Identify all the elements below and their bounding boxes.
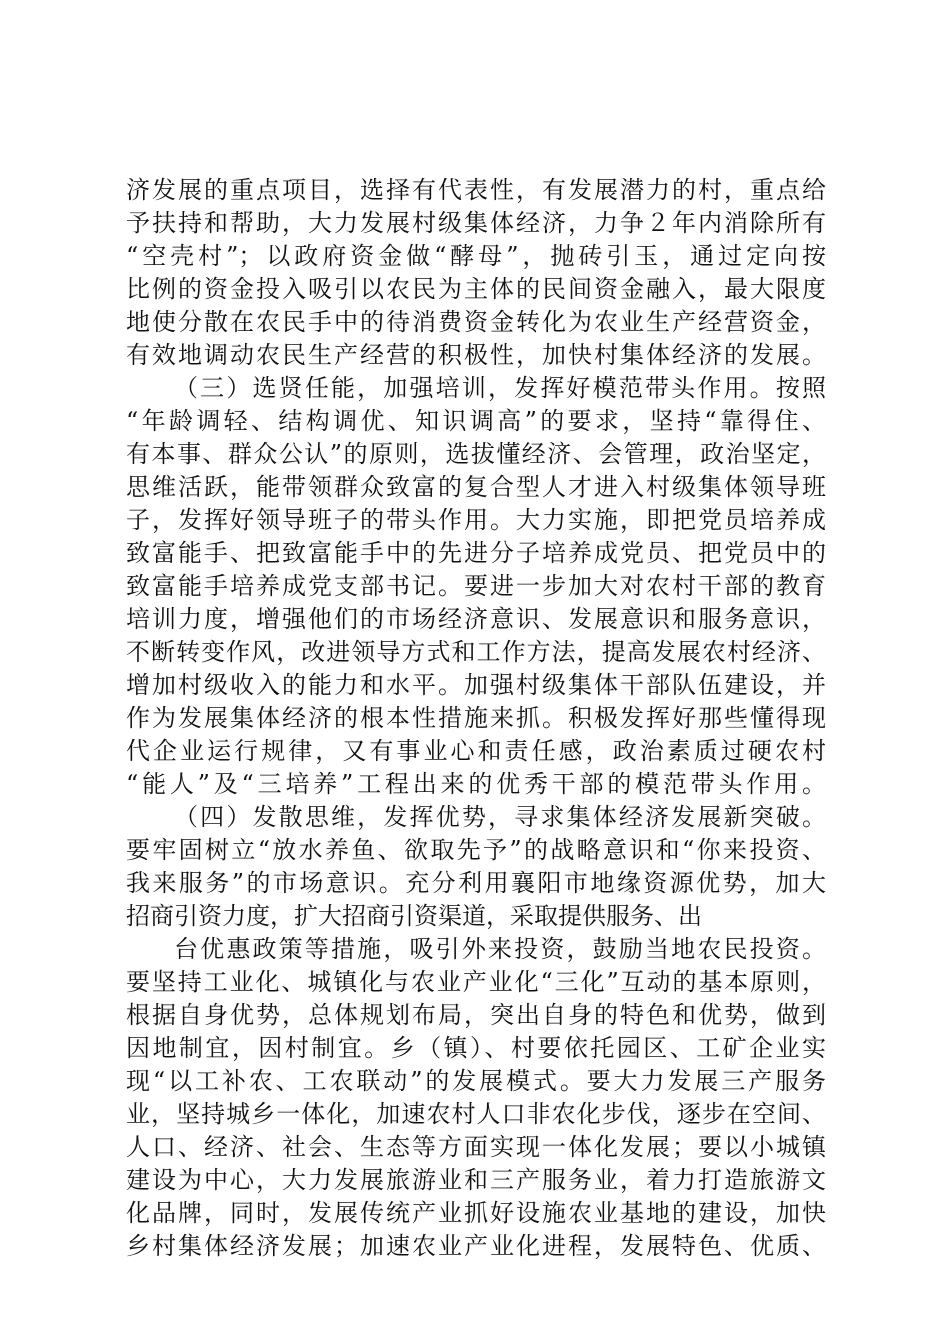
text-line: 要牢固树立“放水养鱼、欲取先予”的战略意识和“你来投资、 <box>126 836 826 864</box>
text-line: 因地制宜，因村制宜。乡（镇）、村要依托园区、工矿企业实 <box>126 1034 826 1062</box>
text-line: 化品牌，同时，发展传统产业抓好设施农业基地的建设，加快 <box>126 1199 826 1227</box>
text-line: 作为发展集体经济的根本性措施来抓。积极发挥好那些懂得现 <box>126 704 826 732</box>
text-line: “能人”及“三培养”工程出来的优秀干部的模范带头作用。 <box>126 770 826 798</box>
text-line: 乡村集体经济发展；加速农业产业化进程，发展特色、优质、 <box>126 1232 826 1260</box>
text-line: 根据自身优势，总体规划布局，突出自身的特色和优势，做到 <box>126 1001 826 1029</box>
text-line: 予扶持和帮助，大力发展村级集体经济，力争２年内消除所有 <box>126 209 826 237</box>
text-line: 台优惠政策等措施，吸引外来投资，鼓励当地农民投资。 <box>174 935 826 963</box>
text-line: 代企业运行规律，又有事业心和责任感，政治素质过硬农村 <box>126 737 826 765</box>
text-line: 招商引资力度，扩大招商引资渠道，采取提供服务、出 <box>126 902 702 930</box>
text-line: 要坚持工业化、城镇化与农业产业化“三化”互动的基本原则， <box>126 968 826 996</box>
text-line: （三）选贤任能，加强培训，发挥好模范带头作用。按照 <box>174 374 826 402</box>
document-body <box>126 174 826 1263</box>
text-line: 致富能手培养成党支部书记。要进一步加大对农村干部的教育 <box>126 572 826 600</box>
text-line: 有效地调动农民生产经营的积极性，加快村集体经济的发展。 <box>126 341 826 369</box>
text-line: 不断转变作风，改进领导方式和工作方法，提高发展农村经济、 <box>126 638 826 666</box>
text-line: 增加村级收入的能力和水平。加强村级集体干部队伍建设，并 <box>126 671 826 699</box>
text-line: 有本事、群众公认”的原则，选拔懂经济、会管理，政治坚定， <box>126 440 826 468</box>
text-line: （四）发散思维，发挥优势，寻求集体经济发展新突破。 <box>174 803 826 831</box>
text-line: 业，坚持城乡一体化，加速农村人口非农化步伐，逐步在空间、 <box>126 1100 826 1128</box>
text-line: 建设为中心，大力发展旅游业和三产服务业，着力打造旅游文 <box>126 1166 826 1194</box>
text-line: “空壳村”；以政府资金做“酵母”，抛砖引玉，通过定向按 <box>126 242 826 270</box>
text-line: 济发展的重点项目，选择有代表性，有发展潜力的村，重点给 <box>126 176 826 204</box>
text-line: 致富能手、把致富能手中的先进分子培养成党员、把党员中的 <box>126 539 826 567</box>
text-line: 培训力度，增强他们的市场经济意识、发展意识和服务意识， <box>126 605 826 633</box>
text-line: 地使分散在农民手中的待消费资金转化为农业生产经营资金， <box>126 308 826 336</box>
text-line: 比例的资金投入吸引以农民为主体的民间资金融入，最大限度 <box>126 275 826 303</box>
text-line: 思维活跃，能带领群众致富的复合型人才进入村级集体领导班 <box>126 473 826 501</box>
text-line: 人口、经济、社会、生态等方面实现一体化发展；要以小城镇 <box>126 1133 826 1161</box>
text-line: “年龄调轻、结构调优、知识调高”的要求，坚持“靠得住、 <box>126 407 826 435</box>
text-line: 现“以工补农、工农联动”的发展模式。要大力发展三产服务 <box>126 1067 826 1095</box>
text-line: 子，发挥好领导班子的带头作用。大力实施，即把党员培养成 <box>126 506 826 534</box>
text-line: 我来服务”的市场意识。充分利用襄阳市地缘资源优势，加大 <box>126 869 826 897</box>
